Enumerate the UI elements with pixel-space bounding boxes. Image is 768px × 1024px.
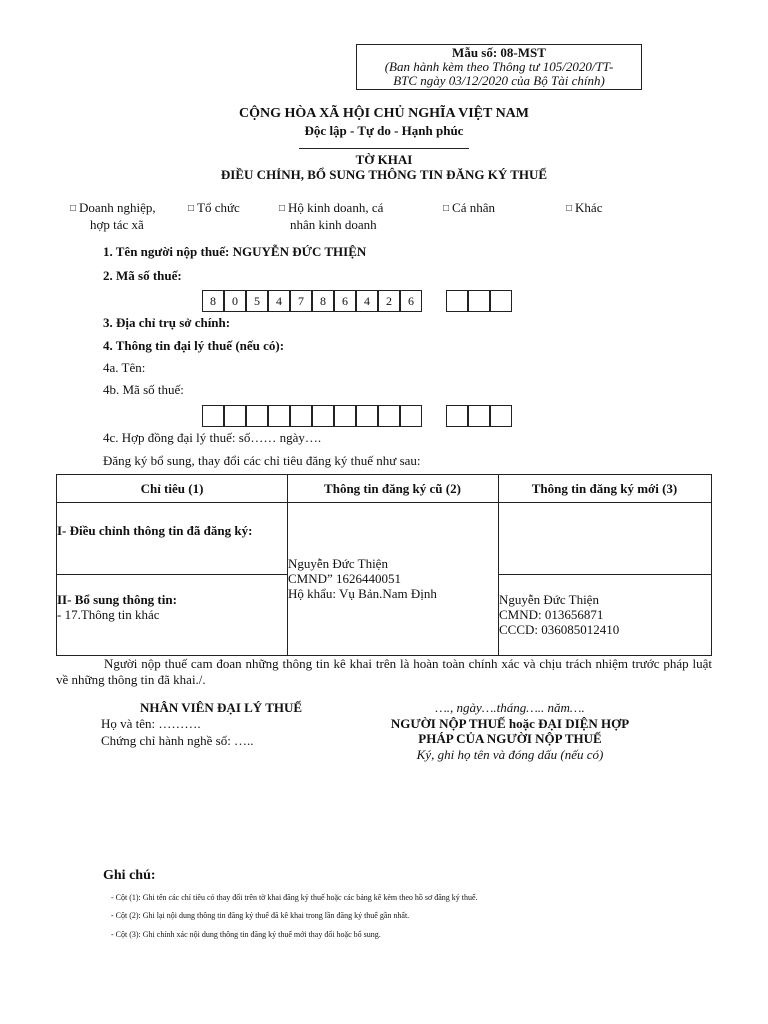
- tax-code-digit[interactable]: 8: [202, 290, 224, 312]
- option-enterprise-label: Doanh nghiệp,: [79, 200, 156, 215]
- agent-tax-code-digit[interactable]: [268, 405, 290, 427]
- issued-by-line1: (Ban hành kèm theo Thông tư 105/2020/TT-: [384, 59, 614, 74]
- form-code-box: [356, 44, 642, 90]
- column-header-criteria: Chỉ tiêu (1): [140, 481, 204, 496]
- tax-code-digit[interactable]: 7: [290, 290, 312, 312]
- option-enterprise-label-2: hợp tác xã: [90, 217, 144, 232]
- tax-code-digit[interactable]: 8: [312, 290, 334, 312]
- new-info-citizen-id: CCCD: 036085012410: [499, 622, 620, 637]
- change-intro: Đăng ký bổ sung, thay đổi các chỉ tiêu đăng ký thuế như sau:: [103, 453, 421, 468]
- nation-title: CỘNG HÒA XÃ HỘI CHỦ NGHĨA VIỆT NAM: [238, 106, 529, 121]
- table-divider: [57, 574, 287, 575]
- tax-code-branch-digit[interactable]: [490, 290, 512, 312]
- note-item: - Cột (1): Ghi tên các chỉ tiêu có thay đổi trên tờ khai đăng ký thuế hoặc các bảng kê kèm theo hồ sơ đăng ký thuế.: [111, 893, 478, 902]
- tax-code-digit[interactable]: 5: [246, 290, 268, 312]
- taxpayer-sign-hint: Ký, ghi họ tên và đóng dấu (nếu có): [416, 747, 604, 762]
- option-household[interactable]: [279, 200, 383, 232]
- row-adjust-label: I- Điều chỉnh thông tin đã đăng ký:: [57, 523, 253, 538]
- agent-name: Họ và tên: ……….: [101, 716, 201, 731]
- tax-code-digit[interactable]: 4: [356, 290, 378, 312]
- form-code: Mẫu số: 08-MST: [452, 45, 546, 60]
- column-header-new: Thông tin đăng ký mới (3): [531, 481, 678, 496]
- new-info: [499, 592, 619, 637]
- agent-tax-code-digit[interactable]: [400, 405, 422, 427]
- column-header-old: Thông tin đăng ký cũ (2): [324, 481, 461, 496]
- tax-code-branch-digit[interactable]: [446, 290, 468, 312]
- taxpayer-name-row: [103, 244, 366, 260]
- address-label: 3. Địa chỉ trụ sở chính:: [103, 315, 231, 330]
- tax-code-digit[interactable]: 0: [224, 290, 246, 312]
- checkbox-icon[interactable]: □: [279, 203, 286, 214]
- agent-contract-label: 4c. Hợp đồng đại lý thuế: số…… ngày….: [103, 430, 322, 445]
- checkbox-icon[interactable]: □: [70, 203, 77, 214]
- motto: Độc lập - Tự do - Hạnh phúc: [304, 123, 464, 138]
- old-info-name: Nguyễn Đức Thiện: [288, 556, 388, 571]
- option-organization-label: Tổ chức: [197, 200, 240, 215]
- agent-title: NHÂN VIÊN ĐẠI LÝ THUẾ: [140, 700, 303, 715]
- tax-code-label: 2. Mã số thuế:: [103, 268, 182, 283]
- agent-tax-code-digit[interactable]: [202, 405, 224, 427]
- agent-tax-code-digit[interactable]: [224, 405, 246, 427]
- row-supplement-item: - 17.Thông tin khác: [57, 607, 160, 622]
- note-item: - Cột (2): Ghi lại nội dung thông tin đăng ký thuế đã kê khai trong lần đăng ký thuế gần nhất.: [111, 911, 410, 920]
- agent-tax-code-digit[interactable]: [290, 405, 312, 427]
- form-title: TỜ KHAI: [355, 152, 413, 167]
- tax-code-branch-digit[interactable]: [468, 290, 490, 312]
- agent-name-label: 4a. Tên:: [103, 360, 146, 375]
- change-table: [56, 474, 712, 656]
- option-organization[interactable]: [188, 200, 240, 217]
- taxpayer-name-value: NGUYỄN ĐỨC THIỆN: [232, 244, 367, 259]
- checkbox-icon[interactable]: □: [566, 203, 573, 214]
- option-other-label: Khác: [575, 200, 603, 215]
- option-other[interactable]: [566, 200, 602, 217]
- agent-tax-code-digit[interactable]: [334, 405, 356, 427]
- tax-code-digit[interactable]: 4: [268, 290, 290, 312]
- taxpayer-sign-title-1: NGƯỜI NỘP THUẾ hoặc ĐẠI DIỆN HỢP: [390, 716, 630, 731]
- agent-tax-code-label: 4b. Mã số thuế:: [103, 382, 184, 397]
- agent-tax-code-digit[interactable]: [356, 405, 378, 427]
- old-info-residence: Hộ khẩu: Vụ Bản.Nam Định: [288, 586, 437, 601]
- agent-tax-code-digit[interactable]: [246, 405, 268, 427]
- agent-certificate: Chứng chỉ hành nghề số: …..: [101, 733, 254, 748]
- agent-tax-code-branch-digit[interactable]: [490, 405, 512, 427]
- note-item: - Cột (3): Ghi chính xác nội dung thông tin đăng ký thuế mới thay đổi hoặc bổ sung.: [111, 930, 381, 939]
- option-household-label-2: nhân kinh doanh: [290, 217, 377, 232]
- tax-code-digit[interactable]: 6: [334, 290, 356, 312]
- agent-tax-code-branch-digit[interactable]: [468, 405, 490, 427]
- agent-tax-code-branch-digit[interactable]: [446, 405, 468, 427]
- option-individual-label: Cá nhân: [452, 200, 496, 215]
- new-info-id: CMND: 013656871: [499, 607, 604, 622]
- agent-tax-code-digit[interactable]: [378, 405, 400, 427]
- taxpayer-name-label: 1. Tên người nộp thuế:: [103, 244, 230, 259]
- tax-code-boxes[interactable]: [202, 290, 514, 312]
- issued-by-line2: BTC ngày 03/12/2020 của Bộ Tài chính): [393, 73, 605, 88]
- table-divider: [498, 574, 711, 575]
- old-info-id: CMND” 1626440051: [288, 571, 402, 586]
- table-divider: [57, 502, 711, 503]
- date-line: …., ngày….tháng….. năm….: [435, 700, 585, 715]
- taxpayer-sign-title-2: PHÁP CỦA NGƯỜI NỘP THUẾ: [418, 731, 602, 746]
- option-individual[interactable]: [443, 200, 495, 217]
- checkbox-icon[interactable]: □: [188, 203, 195, 214]
- checkbox-icon[interactable]: □: [443, 203, 450, 214]
- tax-code-digit[interactable]: 2: [378, 290, 400, 312]
- motto-underline: [299, 148, 469, 149]
- declaration-text: Người nộp thuế cam đoan những thông tin kê khai trên là hoàn toàn chính xác và chịu trách nhiệm trước pháp luật về những thông tin đã khai./.: [56, 656, 712, 687]
- notes-title: Ghi chú:: [103, 868, 156, 883]
- agent-tax-code-digit[interactable]: [312, 405, 334, 427]
- row-supplement-label: II- Bổ sung thông tin:: [57, 592, 177, 607]
- form-subtitle: ĐIỀU CHỈNH, BỔ SUNG THÔNG TIN ĐĂNG KÝ THUẾ: [220, 167, 548, 182]
- option-enterprise[interactable]: [70, 200, 156, 232]
- old-info: [288, 556, 437, 601]
- tax-code-digit[interactable]: 6: [400, 290, 422, 312]
- agent-tax-code-boxes[interactable]: [202, 405, 514, 427]
- agent-info-label: 4. Thông tin đại lý thuế (nếu có):: [103, 338, 285, 353]
- option-household-label: Hộ kinh doanh, cá: [288, 200, 384, 215]
- new-info-name: Nguyễn Đức Thiện: [499, 592, 599, 607]
